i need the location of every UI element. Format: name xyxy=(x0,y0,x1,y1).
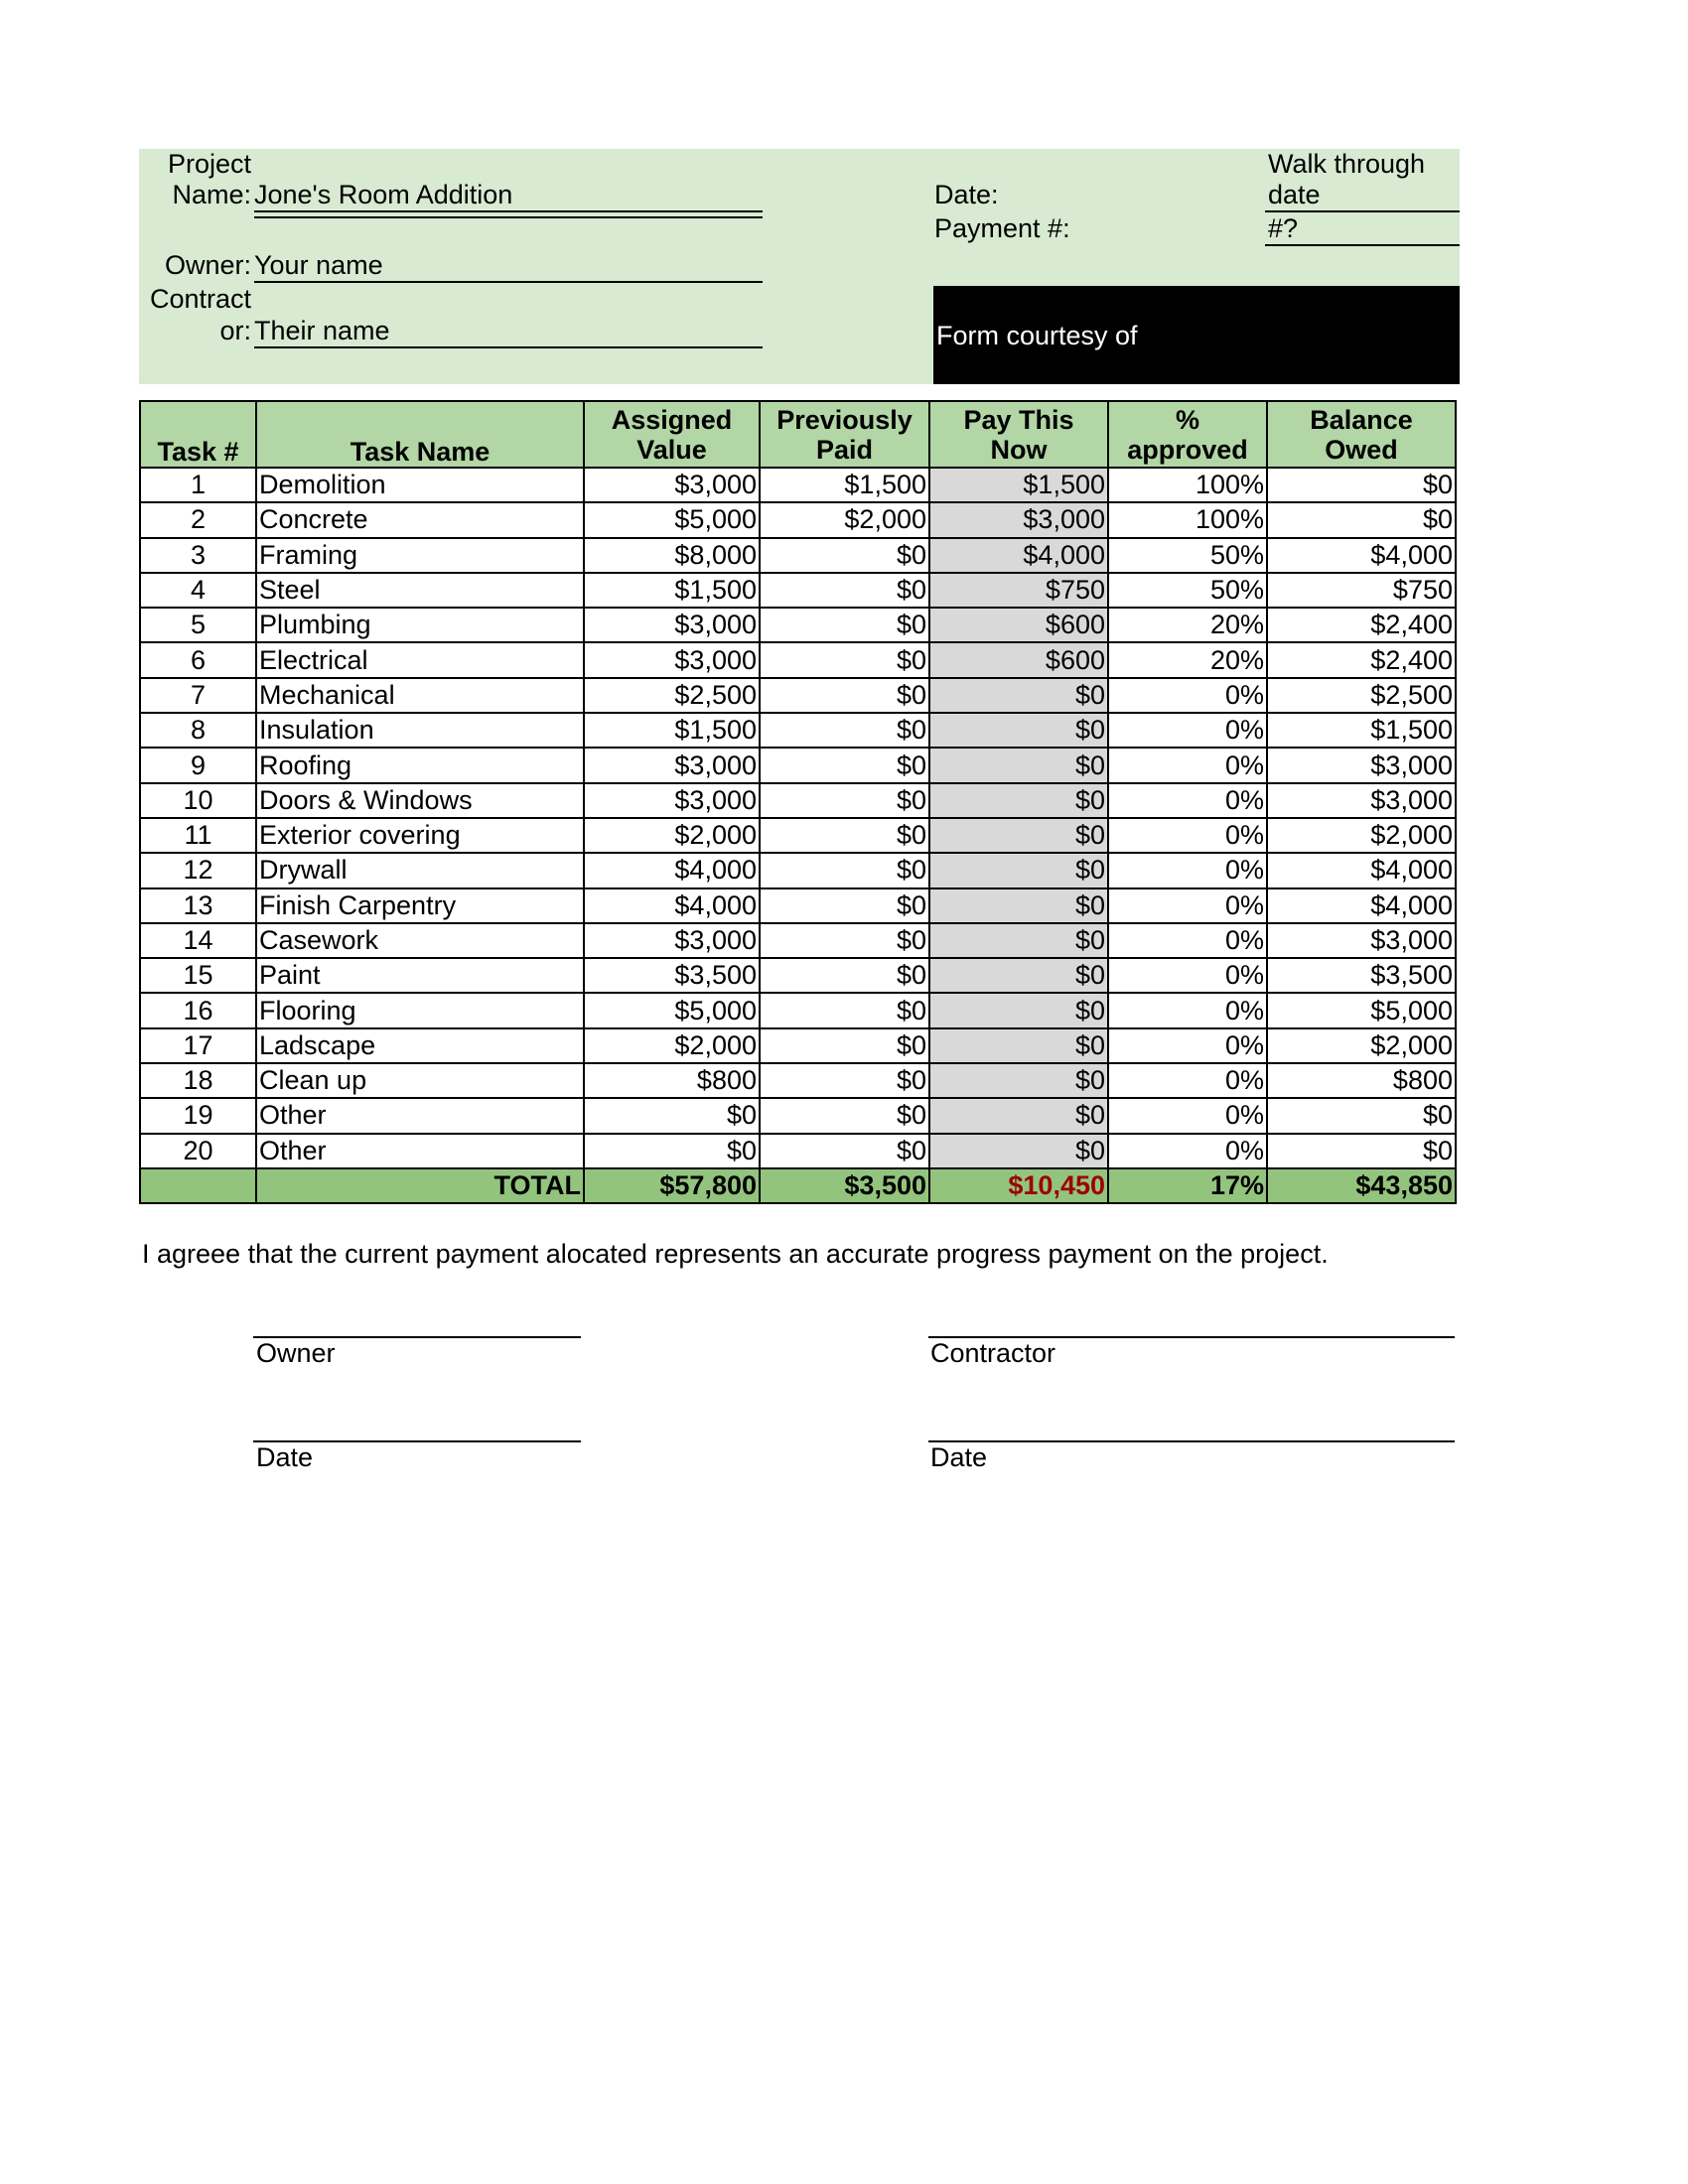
percent-approved-cell: 0% xyxy=(1108,923,1267,958)
pay-this-now-cell: $0 xyxy=(929,713,1108,748)
task-name-cell: Casework xyxy=(256,923,584,958)
assigned-value-cell: $2,500 xyxy=(584,678,760,713)
previously-paid-cell: $0 xyxy=(760,1063,929,1098)
previously-paid-cell: $0 xyxy=(760,678,929,713)
percent-approved-cell: 100% xyxy=(1108,502,1267,537)
task-number-cell: 11 xyxy=(140,818,256,853)
task-name-cell: Electrical xyxy=(256,642,584,677)
date-field[interactable]: date xyxy=(1265,180,1460,212)
previously-paid-cell: $0 xyxy=(760,538,929,573)
col-header-assigned-value: Assigned Value xyxy=(584,401,760,468)
agreement-statement: I agreee that the current payment alocated represents an accurate progress payment on the project. xyxy=(142,1239,1329,1269)
balance-owed-cell: $3,000 xyxy=(1267,748,1456,782)
assigned-value-cell: $1,500 xyxy=(584,573,760,608)
task-number-cell: 2 xyxy=(140,502,256,537)
project-info-panel xyxy=(139,149,1460,384)
owner-label: Owner: xyxy=(164,250,251,280)
pay-this-now-cell: $0 xyxy=(929,1028,1108,1063)
task-name-cell: Framing xyxy=(256,538,584,573)
task-number-cell: 15 xyxy=(140,958,256,993)
percent-approved-cell: 50% xyxy=(1108,538,1267,573)
previously-paid-cell: $0 xyxy=(760,573,929,608)
date-label: Date: xyxy=(934,180,999,209)
task-number-cell: 19 xyxy=(140,1098,256,1133)
previously-paid-cell: $0 xyxy=(760,642,929,677)
assigned-value-cell: $3,000 xyxy=(584,468,760,502)
previously-paid-cell: $0 xyxy=(760,993,929,1027)
task-name-cell: Finish Carpentry xyxy=(256,888,584,923)
balance-owed-cell: $2,000 xyxy=(1267,818,1456,853)
total-balance-owed: $43,850 xyxy=(1267,1168,1456,1203)
table-row xyxy=(140,853,1456,887)
project-label-line2: Name: xyxy=(172,180,251,209)
percent-approved-cell: 0% xyxy=(1108,1063,1267,1098)
percent-approved-cell: 0% xyxy=(1108,818,1267,853)
contractor-name-field[interactable]: Their name xyxy=(254,316,763,348)
task-name-cell: Doors & Windows xyxy=(256,783,584,818)
pay-this-now-cell: $4,000 xyxy=(929,538,1108,573)
assigned-value-cell: $3,000 xyxy=(584,783,760,818)
balance-owed-cell: $0 xyxy=(1267,502,1456,537)
task-number-cell: 14 xyxy=(140,923,256,958)
assigned-value-cell: $2,000 xyxy=(584,1028,760,1063)
task-number-cell: 18 xyxy=(140,1063,256,1098)
previously-paid-cell: $0 xyxy=(760,888,929,923)
balance-owed-cell: $1,500 xyxy=(1267,713,1456,748)
previously-paid-cell: $0 xyxy=(760,1134,929,1168)
previously-paid-cell: $0 xyxy=(760,748,929,782)
previously-paid-cell: $0 xyxy=(760,713,929,748)
pay-this-now-cell: $0 xyxy=(929,1098,1108,1133)
task-name-cell: Insulation xyxy=(256,713,584,748)
task-number-cell: 17 xyxy=(140,1028,256,1063)
assigned-value-cell: $3,000 xyxy=(584,608,760,642)
col-header-task-number: Task # xyxy=(140,401,256,468)
col-header-previously-paid: Previously Paid xyxy=(760,401,929,468)
project-label-line1: Project xyxy=(167,149,251,179)
percent-approved-cell: 0% xyxy=(1108,678,1267,713)
percent-approved-cell: 100% xyxy=(1108,468,1267,502)
contractor-label-line1: Contract xyxy=(149,284,251,314)
balance-owed-cell: $3,000 xyxy=(1267,923,1456,958)
task-number-cell: 4 xyxy=(140,573,256,608)
table-row xyxy=(140,783,1456,818)
previously-paid-cell: $0 xyxy=(760,1098,929,1133)
table-row xyxy=(140,538,1456,573)
balance-owed-cell: $3,000 xyxy=(1267,783,1456,818)
task-name-cell: Roofing xyxy=(256,748,584,782)
task-number-cell: 20 xyxy=(140,1134,256,1168)
owner-signature-label: Owner xyxy=(256,1338,336,1368)
total-assigned-value: $57,800 xyxy=(584,1168,760,1203)
previously-paid-cell: $0 xyxy=(760,1028,929,1063)
table-row xyxy=(140,958,1456,993)
previously-paid-cell: $0 xyxy=(760,958,929,993)
balance-owed-cell: $800 xyxy=(1267,1063,1456,1098)
pay-this-now-cell: $0 xyxy=(929,993,1108,1027)
contractor-date-line[interactable] xyxy=(928,1440,1455,1442)
contractor-label-line2: or: xyxy=(219,316,251,345)
table-row xyxy=(140,748,1456,782)
balance-owed-cell: $0 xyxy=(1267,1098,1456,1133)
assigned-value-cell: $3,000 xyxy=(584,642,760,677)
assigned-value-cell: $5,000 xyxy=(584,502,760,537)
pay-this-now-cell: $600 xyxy=(929,642,1108,677)
table-row xyxy=(140,642,1456,677)
pay-this-now-cell: $0 xyxy=(929,923,1108,958)
balance-owed-cell: $5,000 xyxy=(1267,993,1456,1027)
task-name-cell: Concrete xyxy=(256,502,584,537)
percent-approved-cell: 0% xyxy=(1108,853,1267,887)
table-row xyxy=(140,678,1456,713)
payment-table xyxy=(139,400,1457,1204)
task-name-cell: Plumbing xyxy=(256,608,584,642)
percent-approved-cell: 0% xyxy=(1108,1134,1267,1168)
task-number-cell: 13 xyxy=(140,888,256,923)
owner-name-field[interactable]: Your name xyxy=(254,250,763,283)
previously-paid-cell: $0 xyxy=(760,853,929,887)
total-previously-paid: $3,500 xyxy=(760,1168,929,1203)
courtesy-banner: Form courtesy of xyxy=(933,286,1460,384)
percent-approved-cell: 0% xyxy=(1108,958,1267,993)
table-row xyxy=(140,1028,1456,1063)
previously-paid-cell: $0 xyxy=(760,608,929,642)
task-name-cell: Drywall xyxy=(256,853,584,887)
task-name-cell: Demolition xyxy=(256,468,584,502)
table-row xyxy=(140,1098,1456,1133)
previously-paid-cell: $2,000 xyxy=(760,502,929,537)
task-number-cell: 12 xyxy=(140,853,256,887)
assigned-value-cell: $3,000 xyxy=(584,923,760,958)
date-value-line1: Walk through xyxy=(1268,149,1426,179)
assigned-value-cell: $0 xyxy=(584,1134,760,1168)
percent-approved-cell: 0% xyxy=(1108,993,1267,1027)
task-name-cell: Clean up xyxy=(256,1063,584,1098)
task-name-cell: Paint xyxy=(256,958,584,993)
balance-owed-cell: $2,400 xyxy=(1267,608,1456,642)
percent-approved-cell: 0% xyxy=(1108,1098,1267,1133)
balance-owed-cell: $3,500 xyxy=(1267,958,1456,993)
pay-this-now-cell: $0 xyxy=(929,678,1108,713)
pay-this-now-cell: $1,500 xyxy=(929,468,1108,502)
col-header-task-name: Task Name xyxy=(256,401,584,468)
assigned-value-cell: $5,000 xyxy=(584,993,760,1027)
balance-owed-cell: $2,000 xyxy=(1267,1028,1456,1063)
pay-this-now-cell: $600 xyxy=(929,608,1108,642)
col-header-balance-owed: Balance Owed xyxy=(1267,401,1456,468)
task-name-cell: Other xyxy=(256,1098,584,1133)
total-label: TOTAL xyxy=(256,1168,584,1203)
pay-this-now-cell: $0 xyxy=(929,853,1108,887)
table-row xyxy=(140,608,1456,642)
balance-owed-cell: $4,000 xyxy=(1267,853,1456,887)
table-row xyxy=(140,888,1456,923)
task-name-cell: Ladscape xyxy=(256,1028,584,1063)
balance-owed-cell: $2,400 xyxy=(1267,642,1456,677)
pay-this-now-cell: $0 xyxy=(929,1134,1108,1168)
pay-this-now-cell: $750 xyxy=(929,573,1108,608)
balance-owed-cell: $750 xyxy=(1267,573,1456,608)
percent-approved-cell: 0% xyxy=(1108,713,1267,748)
task-number-cell: 8 xyxy=(140,713,256,748)
task-number-cell: 6 xyxy=(140,642,256,677)
total-percent-approved: 17% xyxy=(1108,1168,1267,1203)
balance-owed-cell: $0 xyxy=(1267,1134,1456,1168)
table-row xyxy=(140,1134,1456,1168)
pay-this-now-cell: $0 xyxy=(929,748,1108,782)
assigned-value-cell: $800 xyxy=(584,1063,760,1098)
assigned-value-cell: $3,000 xyxy=(584,748,760,782)
table-row xyxy=(140,923,1456,958)
total-blank-cell xyxy=(140,1168,256,1203)
task-number-cell: 10 xyxy=(140,783,256,818)
task-number-cell: 1 xyxy=(140,468,256,502)
task-name-cell: Flooring xyxy=(256,993,584,1027)
pay-this-now-cell: $0 xyxy=(929,783,1108,818)
percent-approved-cell: 0% xyxy=(1108,1028,1267,1063)
assigned-value-cell: $8,000 xyxy=(584,538,760,573)
percent-approved-cell: 0% xyxy=(1108,748,1267,782)
table-row xyxy=(140,573,1456,608)
task-name-cell: Steel xyxy=(256,573,584,608)
col-header-pay-this-now: Pay This Now xyxy=(929,401,1108,468)
assigned-value-cell: $3,500 xyxy=(584,958,760,993)
balance-owed-cell: $4,000 xyxy=(1267,538,1456,573)
balance-owed-cell: $4,000 xyxy=(1267,888,1456,923)
col-header-percent-approved: % approved xyxy=(1108,401,1267,468)
table-row xyxy=(140,502,1456,537)
table-header-row xyxy=(140,401,1456,468)
assigned-value-cell: $4,000 xyxy=(584,853,760,887)
owner-date-label: Date xyxy=(256,1442,314,1472)
assigned-value-cell: $1,500 xyxy=(584,713,760,748)
task-name-cell: Mechanical xyxy=(256,678,584,713)
pay-this-now-cell: $0 xyxy=(929,958,1108,993)
percent-approved-cell: 20% xyxy=(1108,608,1267,642)
table-row xyxy=(140,713,1456,748)
task-name-cell: Exterior covering xyxy=(256,818,584,853)
project-name-extra-line xyxy=(254,216,763,218)
previously-paid-cell: $0 xyxy=(760,818,929,853)
percent-approved-cell: 50% xyxy=(1108,573,1267,608)
table-row xyxy=(140,1063,1456,1098)
pay-this-now-cell: $3,000 xyxy=(929,502,1108,537)
table-row xyxy=(140,993,1456,1027)
total-pay-this-now: $10,450 xyxy=(929,1168,1108,1203)
task-number-cell: 7 xyxy=(140,678,256,713)
payment-number-label: Payment #: xyxy=(934,213,1070,243)
balance-owed-cell: $0 xyxy=(1267,468,1456,502)
balance-owed-cell: $2,500 xyxy=(1267,678,1456,713)
percent-approved-cell: 0% xyxy=(1108,888,1267,923)
task-number-cell: 5 xyxy=(140,608,256,642)
previously-paid-cell: $0 xyxy=(760,783,929,818)
assigned-value-cell: $4,000 xyxy=(584,888,760,923)
task-name-cell: Other xyxy=(256,1134,584,1168)
assigned-value-cell: $0 xyxy=(584,1098,760,1133)
task-number-cell: 9 xyxy=(140,748,256,782)
pay-this-now-cell: $0 xyxy=(929,1063,1108,1098)
previously-paid-cell: $1,500 xyxy=(760,468,929,502)
pay-this-now-cell: $0 xyxy=(929,818,1108,853)
project-name-field[interactable]: Jone's Room Addition xyxy=(254,180,763,212)
payment-number-field[interactable]: #? xyxy=(1265,213,1460,246)
total-row xyxy=(140,1168,1456,1203)
table-row xyxy=(140,818,1456,853)
assigned-value-cell: $2,000 xyxy=(584,818,760,853)
percent-approved-cell: 20% xyxy=(1108,642,1267,677)
previously-paid-cell: $0 xyxy=(760,923,929,958)
contractor-date-label: Date xyxy=(930,1442,988,1472)
pay-this-now-cell: $0 xyxy=(929,888,1108,923)
task-number-cell: 3 xyxy=(140,538,256,573)
task-number-cell: 16 xyxy=(140,993,256,1027)
contractor-signature-label: Contractor xyxy=(930,1338,1056,1368)
table-row xyxy=(140,468,1456,502)
percent-approved-cell: 0% xyxy=(1108,783,1267,818)
